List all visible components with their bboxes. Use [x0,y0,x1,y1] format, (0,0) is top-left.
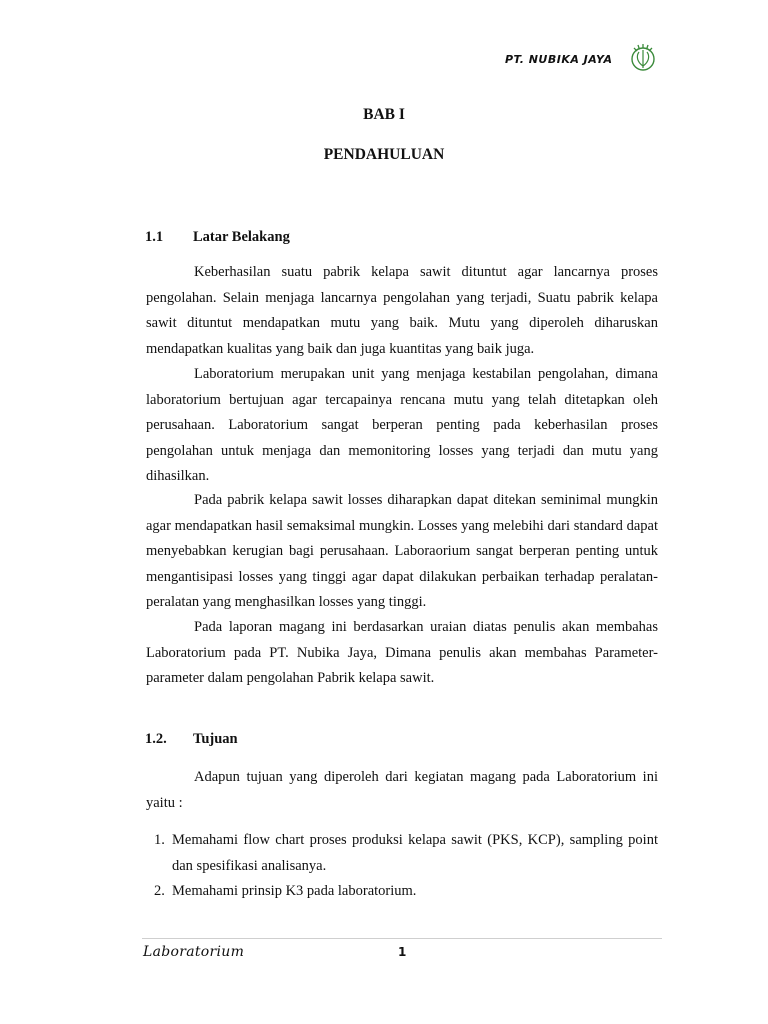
chapter-title: PENDAHULUAN [323,146,445,163]
section-title: Tujuan [193,731,238,747]
paragraph: Pada pabrik kelapa sawit losses diharapkan dapat ditekan seminimal mungkin agar mendapatkan hasil semaksimal mungkin. Losses yang melebihi dari standard dapat menyebabkan kerugian bagi perusahaan. Laboraorium sangat berperan penting untuk mengantisipasi losses yang tinggi agar dapat dilakukan perbaikan terhadap peralatan-peralatan yang menghasilkan losses yang tinggi. [146,492,658,610]
footer-divider [142,938,662,939]
list-text: Memahami prinsip K3 pada laboratorium. [172,883,417,899]
page-number: 1 [398,945,407,959]
leaf-emblem-icon [628,42,658,72]
list-number: 1. [154,832,165,848]
paragraph: Adapun tujuan yang diperoleh dari kegiatan magang pada Laboratorium ini yaitu : [146,769,658,811]
list-number: 2. [154,883,165,899]
objectives-list [146,828,658,905]
footer-label: Laboratorium [143,944,245,960]
list-text: Memahami flow chart proses produksi kelapa sawit (PKS, KCP), sampling point dan spesifikasi analisanya. [172,832,658,874]
section-title: Latar Belakang [193,229,290,245]
paragraph: Keberhasilan suatu pabrik kelapa sawit dituntut agar lancarnya proses pengolahan. Selain menjaga lancarnya pengolahan yang terjadi, Suatu pabrik kelapa sawit dituntut mendapatkan mutu yang baik. Mutu yang diperoleh diharuskan mendapatkan kualitas yang baik dan juga kuantitas yang baik juga. [146,264,658,357]
section-heading-1-2 [145,731,238,748]
section-number: 1.1 [145,229,164,245]
section-number: 1.2. [145,731,167,747]
paragraph: Laboratorium merupakan unit yang menjaga kestabilan pengolahan, dimana laboratorium bertujuan agar tercapainya rencana mutu yang telah ditetapkan oleh perusahaan. Laboratorium sangat berperan penting pada keberhasilan proses pengolahan untuk menjaga dan memonitoring losses yang terjadi dan mutu yang dihasilkan. [146,366,658,484]
company-name: PT. NUBIKA JAYA [505,53,613,66]
list-item [146,828,658,879]
paragraph: Pada laporan magang ini berdasarkan uraian diatas penulis akan membahas Laboratorium pada PT. Nubika Jaya, Dimana penulis akan membahas Parameter-parameter dalam pengolahan Pabrik kelapa sawit. [146,619,658,686]
list-item [146,879,658,905]
chapter-number: BAB I [363,106,405,123]
section-heading-1-1 [145,229,290,246]
